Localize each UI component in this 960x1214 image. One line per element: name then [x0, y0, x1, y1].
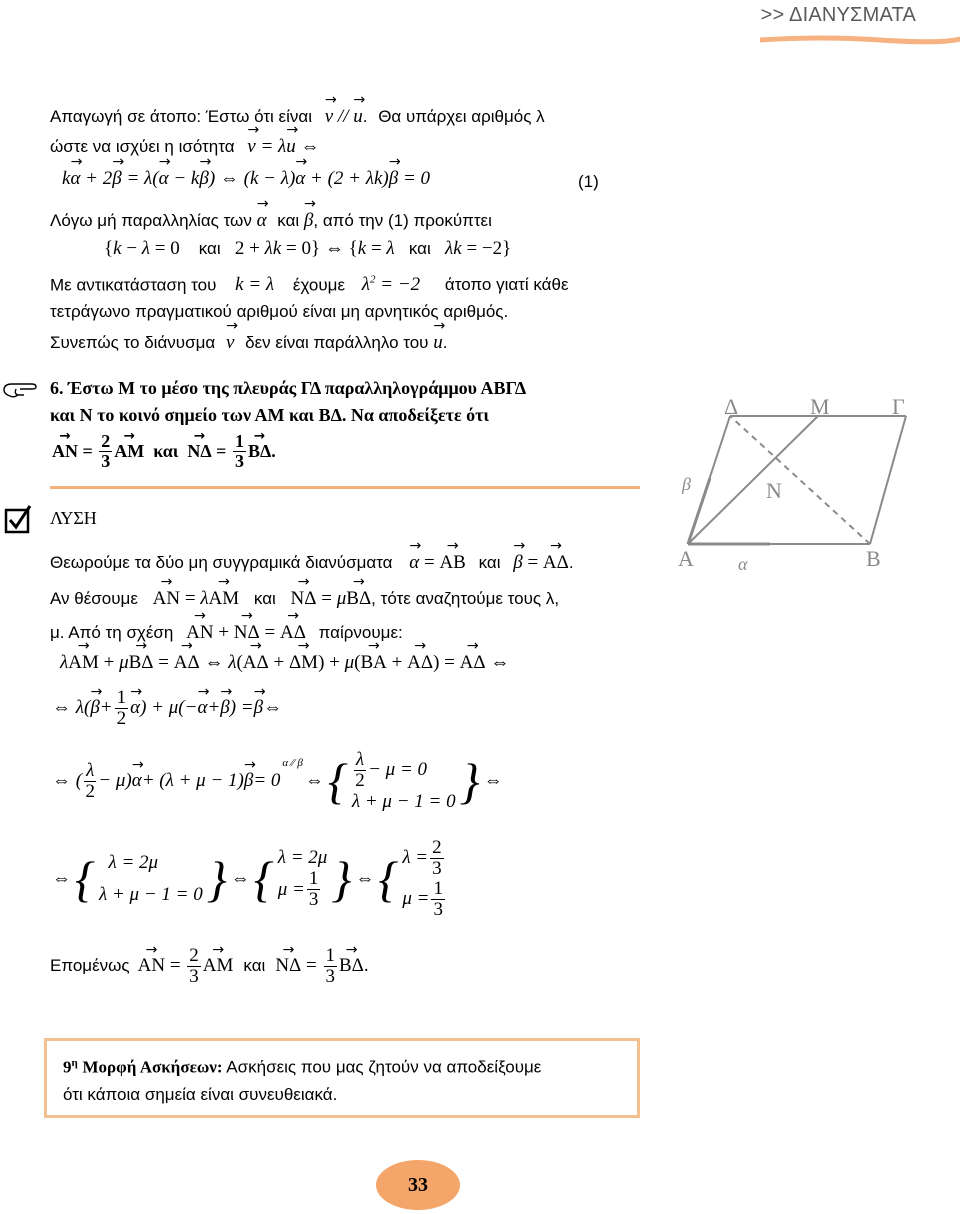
exercise-statement-2: και Ν το κοινό σημείο των ΑΜ και ΒΔ. Να αποδείξετε ότι: [50, 405, 490, 425]
intro-line-4: Λόγω μή παραλληλίας των α → και β →, από την (1) προκύπτει: [50, 210, 492, 232]
intro-line-2: ώστε να ισχύει η ισότητα ν → = λu → ⇔: [50, 136, 320, 158]
exercise-equation: ΑΝ → = $\frac{2}{3}$ ΑΜ → και ΝΔ → = $\frac{1}{3}$ ΒΔ → .: [52, 432, 276, 471]
label-n: Ν: [766, 478, 782, 503]
label-a: Α: [678, 546, 694, 571]
side-bg: [870, 416, 906, 544]
solution-line-3: μ. Από τη σχέση ΑΝ → + ΝΔ → = ΑΔ → παίρνουμε:: [50, 622, 403, 644]
segment-bd: [730, 416, 870, 544]
solution-equation-3: ⇔ ( $\frac{\lambda}{2}$ − μ) α → + (λ + μ − 1) β → = 0 α ⁄⁄ β ⇔ { $\frac{\lambda}{2}$ − μ = 0 λ + μ − 1 = 0 } ⇔: [52, 750, 503, 813]
intro-line-1: Απαγωγή σε άτοπο: Έστω ότι είναι ν → // u →. Θα υπάρχει αριθμός λ: [50, 106, 545, 128]
checkbox-check-icon: [4, 504, 32, 534]
intro-line-6: Με αντικατάσταση του k = λ έχουμε $\lambda^2 = -2$ άτοπο γιατί κάθε: [50, 274, 569, 296]
solution-title: ΛΥΣΗ: [50, 508, 97, 528]
solution-equation-4: ⇔ { λ = 2μ λ + μ − 1 = 0 } ⇔ { λ = 2μ μ = $\frac{1}{3}$ } ⇔ { λ = $\frac{2}{3}$ μ = $\frac{1}{3}$: [52, 837, 443, 920]
section-divider: [50, 486, 640, 489]
solution-line-2: Αν θέσουμε ΑΝ → = λΑΜ → και ΝΔ → = μΒΔ →, τότε αναζητούμε τους λ,: [50, 588, 559, 610]
page-number: 33: [408, 1174, 428, 1196]
form-note-line-2: ότι κάποια σημεία είναι συνευθειακά.: [63, 1085, 338, 1104]
label-m: Μ: [810, 398, 830, 419]
label-d: Δ: [724, 398, 739, 419]
exercise-statement-1: 6. Έστω Μ το μέσο της πλευράς ΓΔ παραλληλογράμμου ΑΒΓΔ: [50, 378, 527, 398]
equation-number: (1): [578, 172, 599, 191]
label-beta: β: [682, 474, 691, 494]
intro-equation-1: kα → + 2β → = λ(α → − kβ →) ⇔ (k − λ)α → + (2 + λk)β → = 0: [62, 168, 430, 190]
page-number-badge: [376, 1160, 460, 1210]
label-b: Β: [866, 546, 881, 571]
segment-am: [688, 416, 818, 544]
label-g: Γ: [892, 398, 905, 419]
parallelogram-figure: [670, 398, 910, 578]
solution-conclusion: Επομένως ΑΝ → = $\frac{2}{3}$ ΑΜ → και ΝΔ → = $\frac{1}{3}$ ΒΔ → .: [50, 946, 369, 987]
form-note-box: [44, 1038, 640, 1118]
intro-line-8: Συνεπώς το διάνυσμα ν → δεν είναι παράλληλο του u →.: [50, 332, 447, 354]
form-note-line-1: $9^\eta$ Μορφή Ασκήσεων: Ασκήσεις που μας ζητούν να αποδείξουμε: [63, 1057, 542, 1077]
header-brush-stroke: [760, 34, 960, 46]
intro-line-7: τετράγωνο πραγματικού αριθμού είναι μη αρνητικός αριθμός.: [50, 302, 509, 321]
solution-equation-1: λΑΜ → + μΒΔ → = ΑΔ → ⇔ λ(ΑΔ → + ΔΜ →) + μ(ΒΑ → + ΑΔ →) = ΑΔ → ⇔: [60, 652, 509, 674]
intro-system: {k − λ = 0 και 2 + λk = 0} ⇔ {k = λ και λk = −2}: [104, 238, 512, 259]
label-alpha: α: [738, 554, 748, 574]
solution-equation-2: ⇔ λ( β → + $\frac{1}{2}$ α → ) + μ(− α → + β → ) = β → ⇔: [52, 688, 282, 729]
solution-line-1: Θεωρούμε τα δύο μη συγγραμικά διανύσματα α → = ΑΒ → και β → = ΑΔ →.: [50, 552, 574, 574]
chapter-header: >> ΔΙΑΝΥΣΜΑΤΑ: [760, 4, 916, 26]
pointing-hand-icon: [2, 378, 40, 400]
